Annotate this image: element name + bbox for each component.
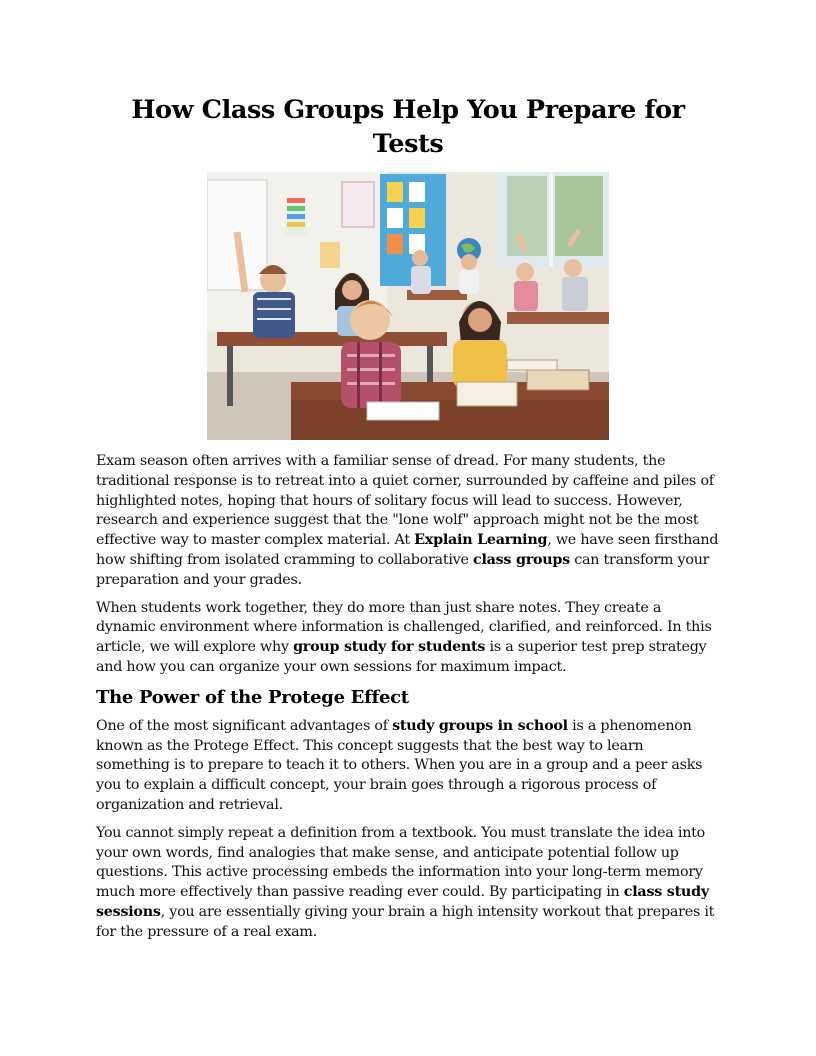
text-run: Exam season often arrives with a familiar sense of dread. For many students, the traditional response is to retreat into a quiet corner, surrounded by caffeine and piles of highlighted notes, hoping that hours of solitary focus will lead to success. However, research and experience suggest that the "lone wolf" approach might not be the most effective way to master complex material. At [96, 453, 714, 549]
keyword-class-study-sessions: class study sessions [96, 884, 709, 920]
classroom-photo [207, 172, 609, 440]
overview-paragraph [96, 599, 720, 678]
protege-paragraph [96, 717, 720, 816]
keyword-group-study: group study for students [293, 639, 486, 656]
text-run: One of the most significant advantages of [96, 717, 393, 734]
brand-name: Explain Learning [414, 532, 548, 549]
article-title: How Class Groups Help You Prepare for Tests [131, 95, 685, 159]
text-run: is a phenomenon known as the Protege Effect. This concept suggests that the best way to learn something is to prepare to teach it to others. When you are in a group and a peer asks you to explain a difficult concept, your brain goes through a rigorous process of organization and retrieval. [96, 717, 703, 813]
text-run: You cannot simply repeat a definition from a textbook. You must translate the idea into your own words, find analogies that make sense, and anticipate potential follow up questions. This active processing embeds the information into your long-term memory much more effectively than passive reading ever could. By participating in [96, 824, 706, 901]
processing-paragraph [96, 824, 720, 943]
text-run: , you are essentially giving your brain a high intensity workout that prepares it for the pressure of a real exam. [96, 903, 715, 940]
text-run: , we have seen firsthand how shifting from isolated cramming to collaborative [96, 532, 719, 568]
keyword-study-groups: study groups in school [392, 717, 568, 734]
keyword-class-groups: class groups [472, 551, 570, 568]
article-body [96, 452, 720, 951]
text-run: is a superior test prep strategy and how you can organize your own sessions for maximum impact. [96, 639, 707, 675]
text-run: When students work together, they do more than just share notes. They create a dynamic environment where information is challenged, clarified, and reinforced. In this article, we will explore why [96, 599, 712, 656]
text-run: can transform your preparation and your grades. [96, 551, 710, 588]
section-heading: The Power of the Protege Effect [96, 686, 409, 708]
intro-paragraph [96, 452, 720, 591]
